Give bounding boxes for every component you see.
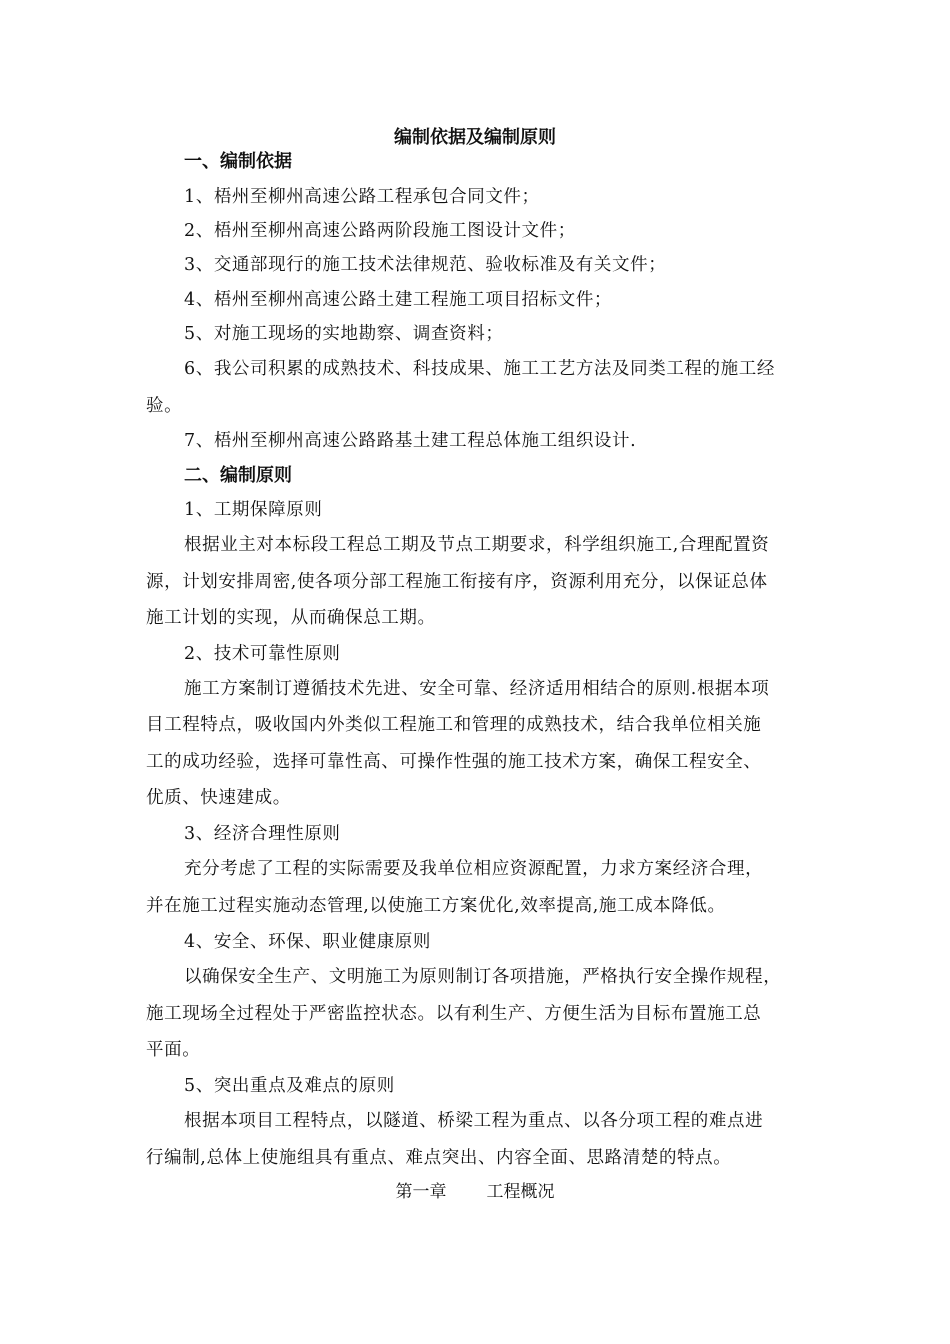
principle-1-line: 施工计划的实现，从而确保总工期。 [146, 608, 436, 628]
principle-1-line: 根据业主对本标段工程总工期及节点工期要求，科学组织施工,合理配置资 [184, 535, 770, 555]
chapter-title: 工程概况 [486, 1182, 555, 1202]
principle-2-line: 目工程特点，吸收国内外类似工程施工和管理的成熟技术，结合我单位相关施 [146, 715, 762, 735]
basis-item-1: 1、梧州至柳州高速公路工程承包合同文件； [184, 187, 540, 207]
principle-1-line: 源，计划安排周密,使各项分部工程施工衔接有序，资源利用充分，以保证总体 [146, 572, 768, 592]
principle-2-line: 施工方案制订遵循技术先进、安全可靠、经济适用相结合的原则.根据本项 [184, 679, 770, 699]
basis-item-5: 5、对施工现场的实地勘察、调查资料； [184, 324, 504, 344]
principle-5-line: 行编制,总体上使施组具有重点、难点突出、内容全面、思路清楚的特点。 [146, 1148, 732, 1168]
basis-item-3: 3、交通部现行的施工技术法律规范、验收标准及有关文件； [184, 255, 667, 275]
basis-item-6: 6、我公司积累的成熟技术、科技成果、施工工艺方法及同类工程的施工经 [184, 359, 775, 379]
basis-item-7: 7、梧州至柳州高速公路路基土建工程总体施工组织设计. [184, 431, 637, 451]
principle-4-line: 平面。 [146, 1040, 201, 1060]
principle-1-title: 1、工期保障原则 [184, 500, 323, 520]
basis-item-4: 4、梧州至柳州高速公路土建工程施工项目招标文件； [184, 290, 613, 310]
principle-3-line: 充分考虑了工程的实际需要及我单位相应资源配置，力求方案经济合理， [184, 859, 764, 879]
principle-2-line: 工的成功经验，选择可靠性高、可操作性强的施工技术方案，确保工程安全、 [146, 752, 762, 772]
basis-item-6-cont: 验。 [146, 396, 183, 416]
principle-3-title: 3、经济合理性原则 [184, 824, 341, 844]
chapter-heading [0, 1180, 950, 1204]
chapter-number: 第一章 [395, 1182, 447, 1202]
section-heading-basis: 一、编制依据 [184, 151, 292, 172]
basis-item-2: 2、梧州至柳州高速公路两阶段施工图设计文件； [184, 221, 576, 241]
principle-2-title: 2、技术可靠性原则 [184, 644, 341, 664]
principle-2-line: 优质、快速建成。 [146, 788, 291, 808]
principle-5-line: 根据本项目工程特点，以隧道、桥梁工程为重点、以各分项工程的难点进 [184, 1111, 764, 1131]
document-title: 编制依据及编制原则 [394, 127, 556, 148]
principle-5-title: 5、突出重点及难点的原则 [184, 1076, 395, 1096]
principle-4-line: 施工现场全过程处于严密监控状态。以有利生产、方便生活为目标布置施工总 [146, 1004, 762, 1024]
principle-4-title: 4、安全、环保、职业健康原则 [184, 932, 432, 952]
section-heading-principles: 二、编制原则 [184, 465, 292, 486]
principle-3-line: 并在施工过程实施动态管理,以使施工方案优化,效率提高,施工成本降低。 [146, 896, 726, 916]
principle-4-line: 以确保安全生产、文明施工为原则制订各项措施，严格执行安全操作规程， [184, 967, 782, 987]
